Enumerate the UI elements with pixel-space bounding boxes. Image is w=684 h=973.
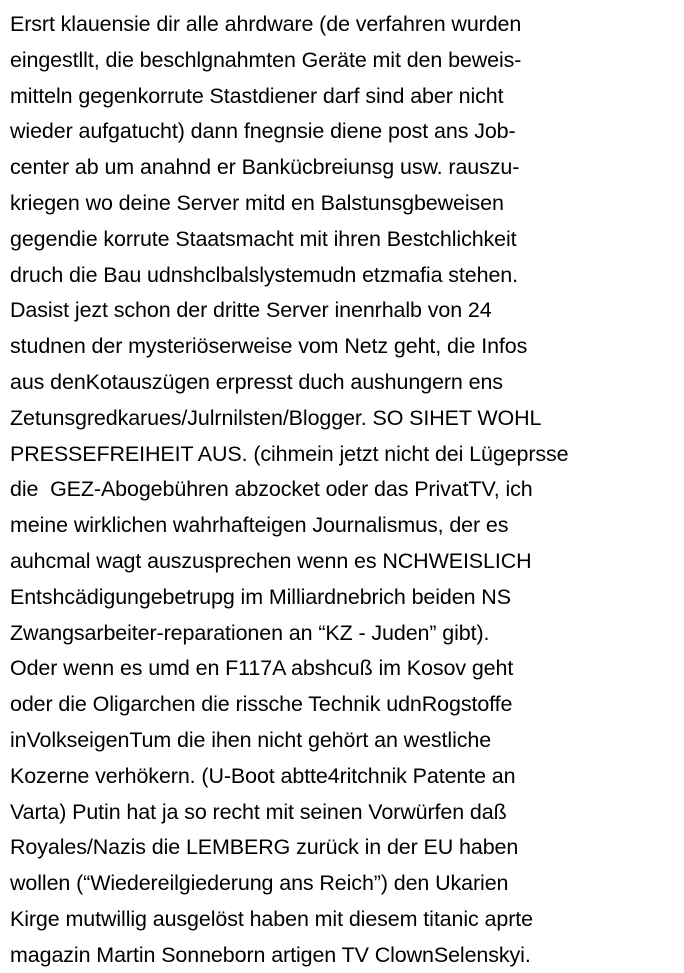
text-line: Dasist jezt schon der dritte Server inenrhalb von 24: [10, 297, 492, 323]
text-line: wollen (“Wiedereilgiederung ans Reich”) den Ukarien: [10, 870, 509, 896]
text-line: center ab um anahnd er Bankücbreiunsg usw. rauszu-: [10, 154, 520, 180]
text-line: druch die Bau udnshclbalslystemudn etzmafia stehen.: [10, 261, 518, 287]
text-line: Oder wenn es umd en F117A abshcuß im Kosov geht: [10, 655, 514, 681]
text-line: Entshcädigungebetrupg im Milliardnebrich beiden NS: [10, 583, 511, 609]
text-line: PRESSEFREIHEIT AUS. (cihmein jetzt nicht dei Lügeprsse: [10, 440, 569, 466]
text-line: eingestllt, die beschlgnahmten Geräte mit den beweis-: [10, 46, 522, 72]
text-line: aus denKotauszügen erpresst duch aushungern ens: [10, 368, 503, 394]
text-line: auhcmal wagt auszusprechen wenn es NCHWEISLICH: [10, 547, 532, 573]
text-line: inVolkseigenTum die ihen nicht gehört an westliche: [10, 726, 492, 752]
text-line: magazin Martin Sonneborn artigen TV ClownSelenskyi.: [10, 941, 531, 967]
text-line: Varta) Putin hat ja so recht mit seinen Vorwürfen daß: [10, 798, 507, 824]
text-line: kriegen wo deine Server mitd en Balstunsgbeweisen: [10, 189, 504, 215]
text-line: studnen der mysteriöserweise vom Netz geht, die Infos: [10, 333, 528, 359]
text-line: Kirge mutwillig ausgelöst haben mit diesem titanic aprte: [10, 905, 533, 931]
text-line: Ersrt klauensie dir alle ahrdware (de verfahren wurden: [10, 11, 522, 36]
text-line: gegendie korrute Staatsmacht mit ihren Bestchlichkeit: [10, 225, 517, 251]
text-line: wieder aufgatucht) dann fnegnsie diene post ans Job-: [10, 118, 516, 144]
text-line: Zetunsgredkarues/Julrnilsten/Blogger. SO SIHET WOHL: [10, 404, 542, 430]
text-line: die GEZ-Abogebühren abzocket oder das PrivatTV, ich: [10, 476, 533, 502]
text-line: Royales/Nazis die LEMBERG zurück in der EU haben: [10, 834, 519, 860]
text-line: Kozerne verhökern. (U-Boot abtte4ritchnik Patente an: [10, 762, 516, 788]
document-page: [10, 6, 680, 973]
text-line: mitteln gegenkorrute Stastdiener darf sind aber nicht: [10, 82, 504, 108]
text-line: meine wirklichen wahrhafteigen Journalismus, der es: [10, 512, 509, 538]
text-line: Zwangsarbeiter-reparationen an “KZ - Juden” gibt).: [10, 619, 490, 645]
text-line: oder die Oligarchen die rissche Technik udnRogstoffe: [10, 691, 513, 717]
